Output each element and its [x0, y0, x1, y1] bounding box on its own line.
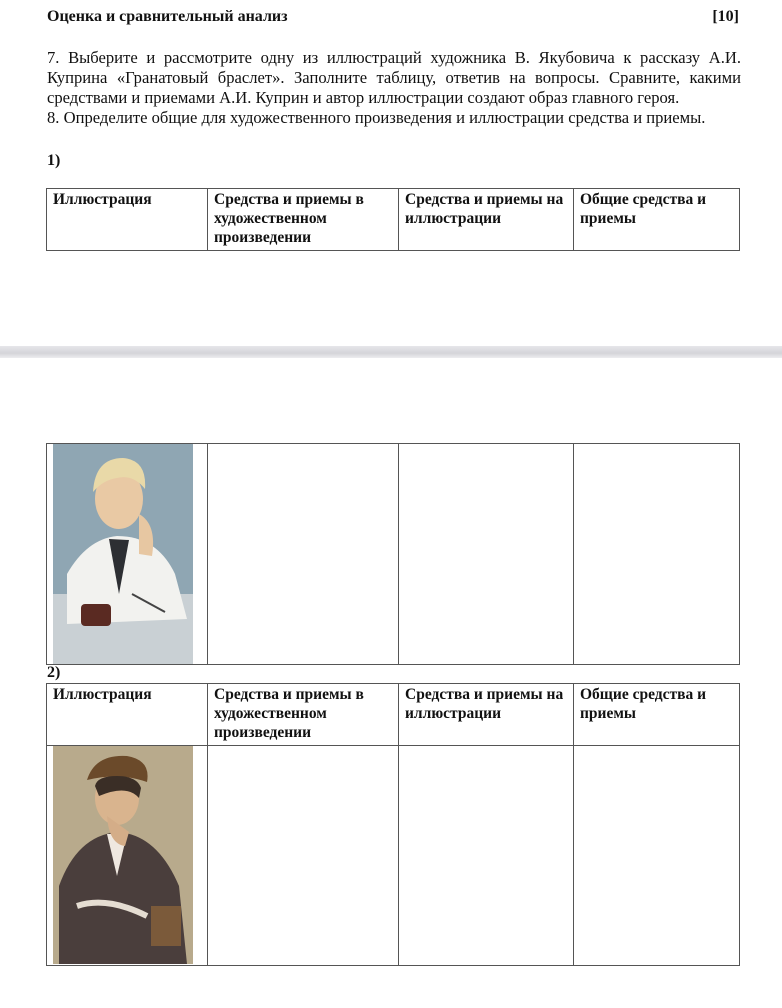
column-header-common-means: Общие средства и приемы [574, 684, 740, 746]
column-header-illustration-means: Средства и приемы на иллюстрации [399, 684, 574, 746]
points-badge: [10] [712, 8, 739, 25]
column-header-illustration: Иллюстрация [47, 684, 208, 746]
comparison-table-1-body [46, 443, 740, 665]
page-separator [0, 346, 782, 358]
answer-cell-text-means-2[interactable] [208, 746, 399, 966]
illustration-cell-2 [47, 746, 208, 966]
column-header-common-means: Общие средства и приемы [574, 189, 740, 251]
answer-cell-text-means-1[interactable] [208, 444, 399, 665]
comparison-table-1-header [46, 188, 740, 251]
answer-cell-common-means-1[interactable] [574, 444, 740, 665]
section-label-1: 1) [47, 152, 61, 169]
answer-cell-illustration-means-1[interactable] [399, 444, 574, 665]
section-label-2: 2) [47, 664, 61, 681]
illustration-portrait-2 [47, 746, 195, 964]
page-title: Оценка и сравнительный анализ [47, 8, 288, 25]
task-instructions [47, 48, 741, 128]
answer-cell-common-means-2[interactable] [574, 746, 740, 966]
illustration-cell-1 [47, 444, 208, 665]
question-8: 8. Определите общие для художественного произведения и иллюстрации средства и приемы. [47, 108, 706, 127]
question-7: 7. Выберите и рассмотрите одну из иллюстраций художника В. Якубовича к рассказу А.И. Куприна «Гранатовый браслет». Заполните таблицу, ответив на вопросы. Сравните, какими средствами и приемами А.И. Куприн и автор иллюстрации создают образ главного героя. [47, 48, 741, 107]
column-header-illustration-means: Средства и приемы на иллюстрации [399, 189, 574, 251]
comparison-table-2 [46, 683, 740, 966]
page-header [47, 8, 739, 26]
illustration-portrait-1 [47, 444, 195, 664]
column-header-illustration: Иллюстрация [47, 189, 208, 251]
column-header-text-means: Средства и приемы в художественном произведении [208, 189, 399, 251]
column-header-text-means: Средства и приемы в художественном произведении [208, 684, 399, 746]
answer-cell-illustration-means-2[interactable] [399, 746, 574, 966]
